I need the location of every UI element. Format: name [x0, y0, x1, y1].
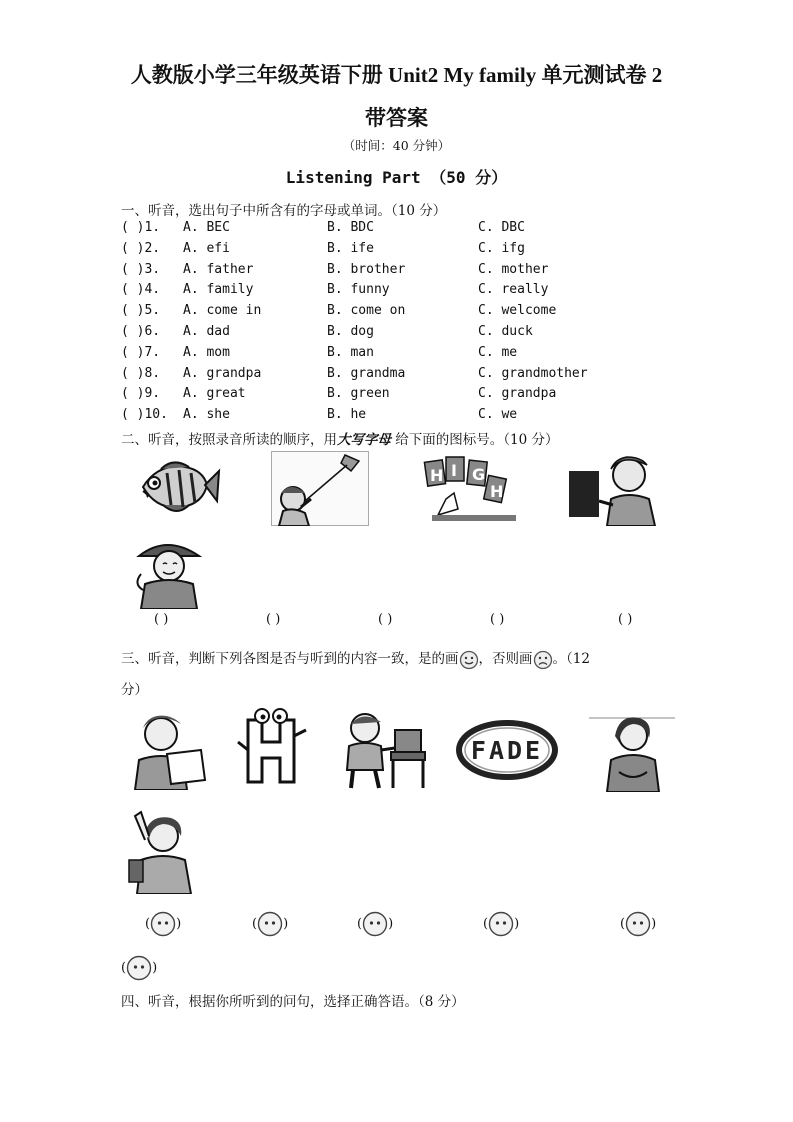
- option-a[interactable]: A. come in: [183, 303, 262, 319]
- question-number[interactable]: ( )8.: [121, 365, 161, 381]
- sad-face-icon: [533, 650, 553, 670]
- boy-with-flag-picture: [567, 451, 671, 526]
- question-number[interactable]: ( )7.: [121, 344, 161, 360]
- option-a[interactable]: A. family: [183, 282, 254, 298]
- question-row: [121, 220, 681, 241]
- section3-heading: [121, 647, 590, 670]
- section2-heading-emphasis: 大写字母: [337, 432, 391, 448]
- option-b[interactable]: B. grandma: [327, 365, 406, 381]
- option-b[interactable]: B. man: [327, 344, 374, 360]
- option-a[interactable]: A. father: [183, 261, 254, 277]
- section4-heading: 四、听音，根据你所听到的问句，选择正确答语。（8 分）: [121, 994, 465, 1010]
- blank-face-icon: [625, 911, 651, 937]
- question-number[interactable]: ( )1.: [121, 220, 161, 235]
- high-letter-cards-picture: [418, 453, 518, 525]
- option-c[interactable]: C. ifg: [478, 240, 525, 256]
- question-number[interactable]: ( )3.: [121, 261, 161, 277]
- blank-face-icon: [126, 955, 152, 981]
- answer-blank-5[interactable]: ( ): [618, 612, 633, 627]
- page-title-line1: 人教版小学三年级英语下册 Unit2 My family 单元测试卷 2: [130, 63, 663, 87]
- judge-blank-1[interactable]: [145, 911, 181, 937]
- option-a[interactable]: A. great: [183, 386, 246, 402]
- judge-open-paren: (: [620, 916, 626, 932]
- option-a[interactable]: A. she: [183, 407, 230, 423]
- section3-heading-pre: 三、听音，判断下列各图是否与听到的内容一致，是的画: [121, 651, 459, 667]
- listening-part-heading: Listening Part （50 分）: [285, 168, 508, 187]
- boy-holding-paper-picture: [121, 706, 209, 790]
- high-letter-1: H: [430, 466, 444, 485]
- woman-picture: [589, 712, 675, 792]
- judge-close-paren: ): [651, 916, 657, 932]
- judge-blank-4[interactable]: [483, 911, 519, 937]
- option-a[interactable]: A. BEC: [183, 220, 230, 235]
- question-number[interactable]: ( )4.: [121, 282, 161, 298]
- boy-with-chair-picture: [335, 710, 431, 790]
- question-row: [121, 345, 681, 366]
- high-letter-3: G: [472, 465, 486, 484]
- question-row: [121, 241, 681, 262]
- option-c[interactable]: C. grandmother: [478, 365, 588, 381]
- option-b[interactable]: B. green: [327, 386, 390, 402]
- option-c[interactable]: C. grandpa: [478, 386, 557, 402]
- option-a[interactable]: A. grandpa: [183, 365, 262, 381]
- fish-picture: [133, 455, 221, 517]
- fade-text: FADE: [470, 736, 544, 765]
- question-row: [121, 262, 681, 283]
- blank-face-icon: [257, 911, 283, 937]
- option-a[interactable]: A. efi: [183, 240, 230, 256]
- question-row: [121, 407, 681, 428]
- option-b[interactable]: B. come on: [327, 303, 406, 319]
- blank-face-icon: [150, 911, 176, 937]
- judge-open-paren: (: [357, 916, 363, 932]
- judge-blank-6[interactable]: [121, 955, 157, 981]
- boy-flying-kite-picture: [271, 451, 369, 526]
- judge-open-paren: (: [121, 960, 127, 976]
- judge-close-paren: ): [176, 916, 182, 932]
- judge-close-paren: ): [283, 916, 289, 932]
- section3-heading-post: 。（12: [552, 651, 590, 667]
- option-b[interactable]: B. brother: [327, 261, 406, 277]
- option-b[interactable]: B. dog: [327, 324, 374, 339]
- high-letter-4: H: [490, 482, 504, 501]
- question-row: [121, 303, 681, 324]
- judge-close-paren: ): [388, 916, 394, 932]
- question-number[interactable]: ( )10.: [121, 407, 168, 423]
- judge-open-paren: (: [145, 916, 151, 932]
- question-row: [121, 366, 681, 387]
- judge-open-paren: (: [252, 916, 258, 932]
- blank-face-icon: [362, 911, 388, 937]
- option-c[interactable]: C. welcome: [478, 303, 557, 319]
- judge-blank-5[interactable]: [620, 911, 656, 937]
- section1-heading: 一、听音，选出句子中所含有的字母或单词。（10 分）: [121, 203, 447, 219]
- section2-heading-pre: 二、听音，按照录音所读的顺序，用: [121, 432, 337, 448]
- girl-waving-picture: [121, 806, 201, 894]
- option-c[interactable]: C. duck: [478, 324, 533, 339]
- page-title-line2: 带答案: [365, 106, 428, 130]
- fade-oval-sign-picture: [455, 718, 559, 782]
- question-row: [121, 282, 681, 303]
- judge-blank-2[interactable]: [252, 911, 288, 937]
- option-c[interactable]: C. really: [478, 282, 549, 298]
- question-row: [121, 324, 681, 345]
- answer-blank-1[interactable]: ( ): [154, 612, 169, 627]
- question-row: [121, 386, 681, 407]
- option-a[interactable]: A. dad: [183, 324, 230, 339]
- question-number[interactable]: ( )5.: [121, 303, 161, 319]
- option-c[interactable]: C. DBC: [478, 220, 525, 235]
- judge-open-paren: (: [483, 916, 489, 932]
- option-a[interactable]: A. mom: [183, 344, 230, 360]
- high-letter-2: I: [451, 461, 457, 480]
- option-c[interactable]: C. we: [478, 407, 518, 423]
- option-b[interactable]: B. ife: [327, 240, 374, 256]
- answer-blank-3[interactable]: ( ): [378, 612, 393, 627]
- option-b[interactable]: B. funny: [327, 282, 390, 298]
- question-number[interactable]: ( )2.: [121, 240, 161, 256]
- judge-close-paren: ): [152, 960, 158, 976]
- option-b[interactable]: B. BDC: [327, 220, 374, 235]
- judge-blank-3[interactable]: [357, 911, 393, 937]
- option-c[interactable]: C. me: [478, 344, 518, 360]
- option-b[interactable]: B. he: [327, 407, 367, 423]
- time-note: （时间：40 分钟）: [342, 138, 451, 153]
- girl-with-cap-picture: [121, 534, 215, 609]
- section2-heading-post: 给下面的图标号。（10 分）: [391, 432, 559, 448]
- blank-face-icon: [488, 911, 514, 937]
- question-number[interactable]: ( )9.: [121, 386, 161, 402]
- section3-heading-line2: 分）: [121, 682, 148, 698]
- section3-heading-mid: ，否则画: [478, 651, 533, 667]
- option-c[interactable]: C. mother: [478, 261, 549, 277]
- answer-blank-4[interactable]: ( ): [490, 612, 505, 627]
- letter-h-character-picture: [234, 706, 312, 790]
- answer-blank-2[interactable]: ( ): [266, 612, 281, 627]
- smiley-face-icon: [459, 650, 479, 670]
- judge-close-paren: ): [514, 916, 520, 932]
- question-number[interactable]: ( )6.: [121, 324, 161, 339]
- section2-heading: [121, 428, 559, 448]
